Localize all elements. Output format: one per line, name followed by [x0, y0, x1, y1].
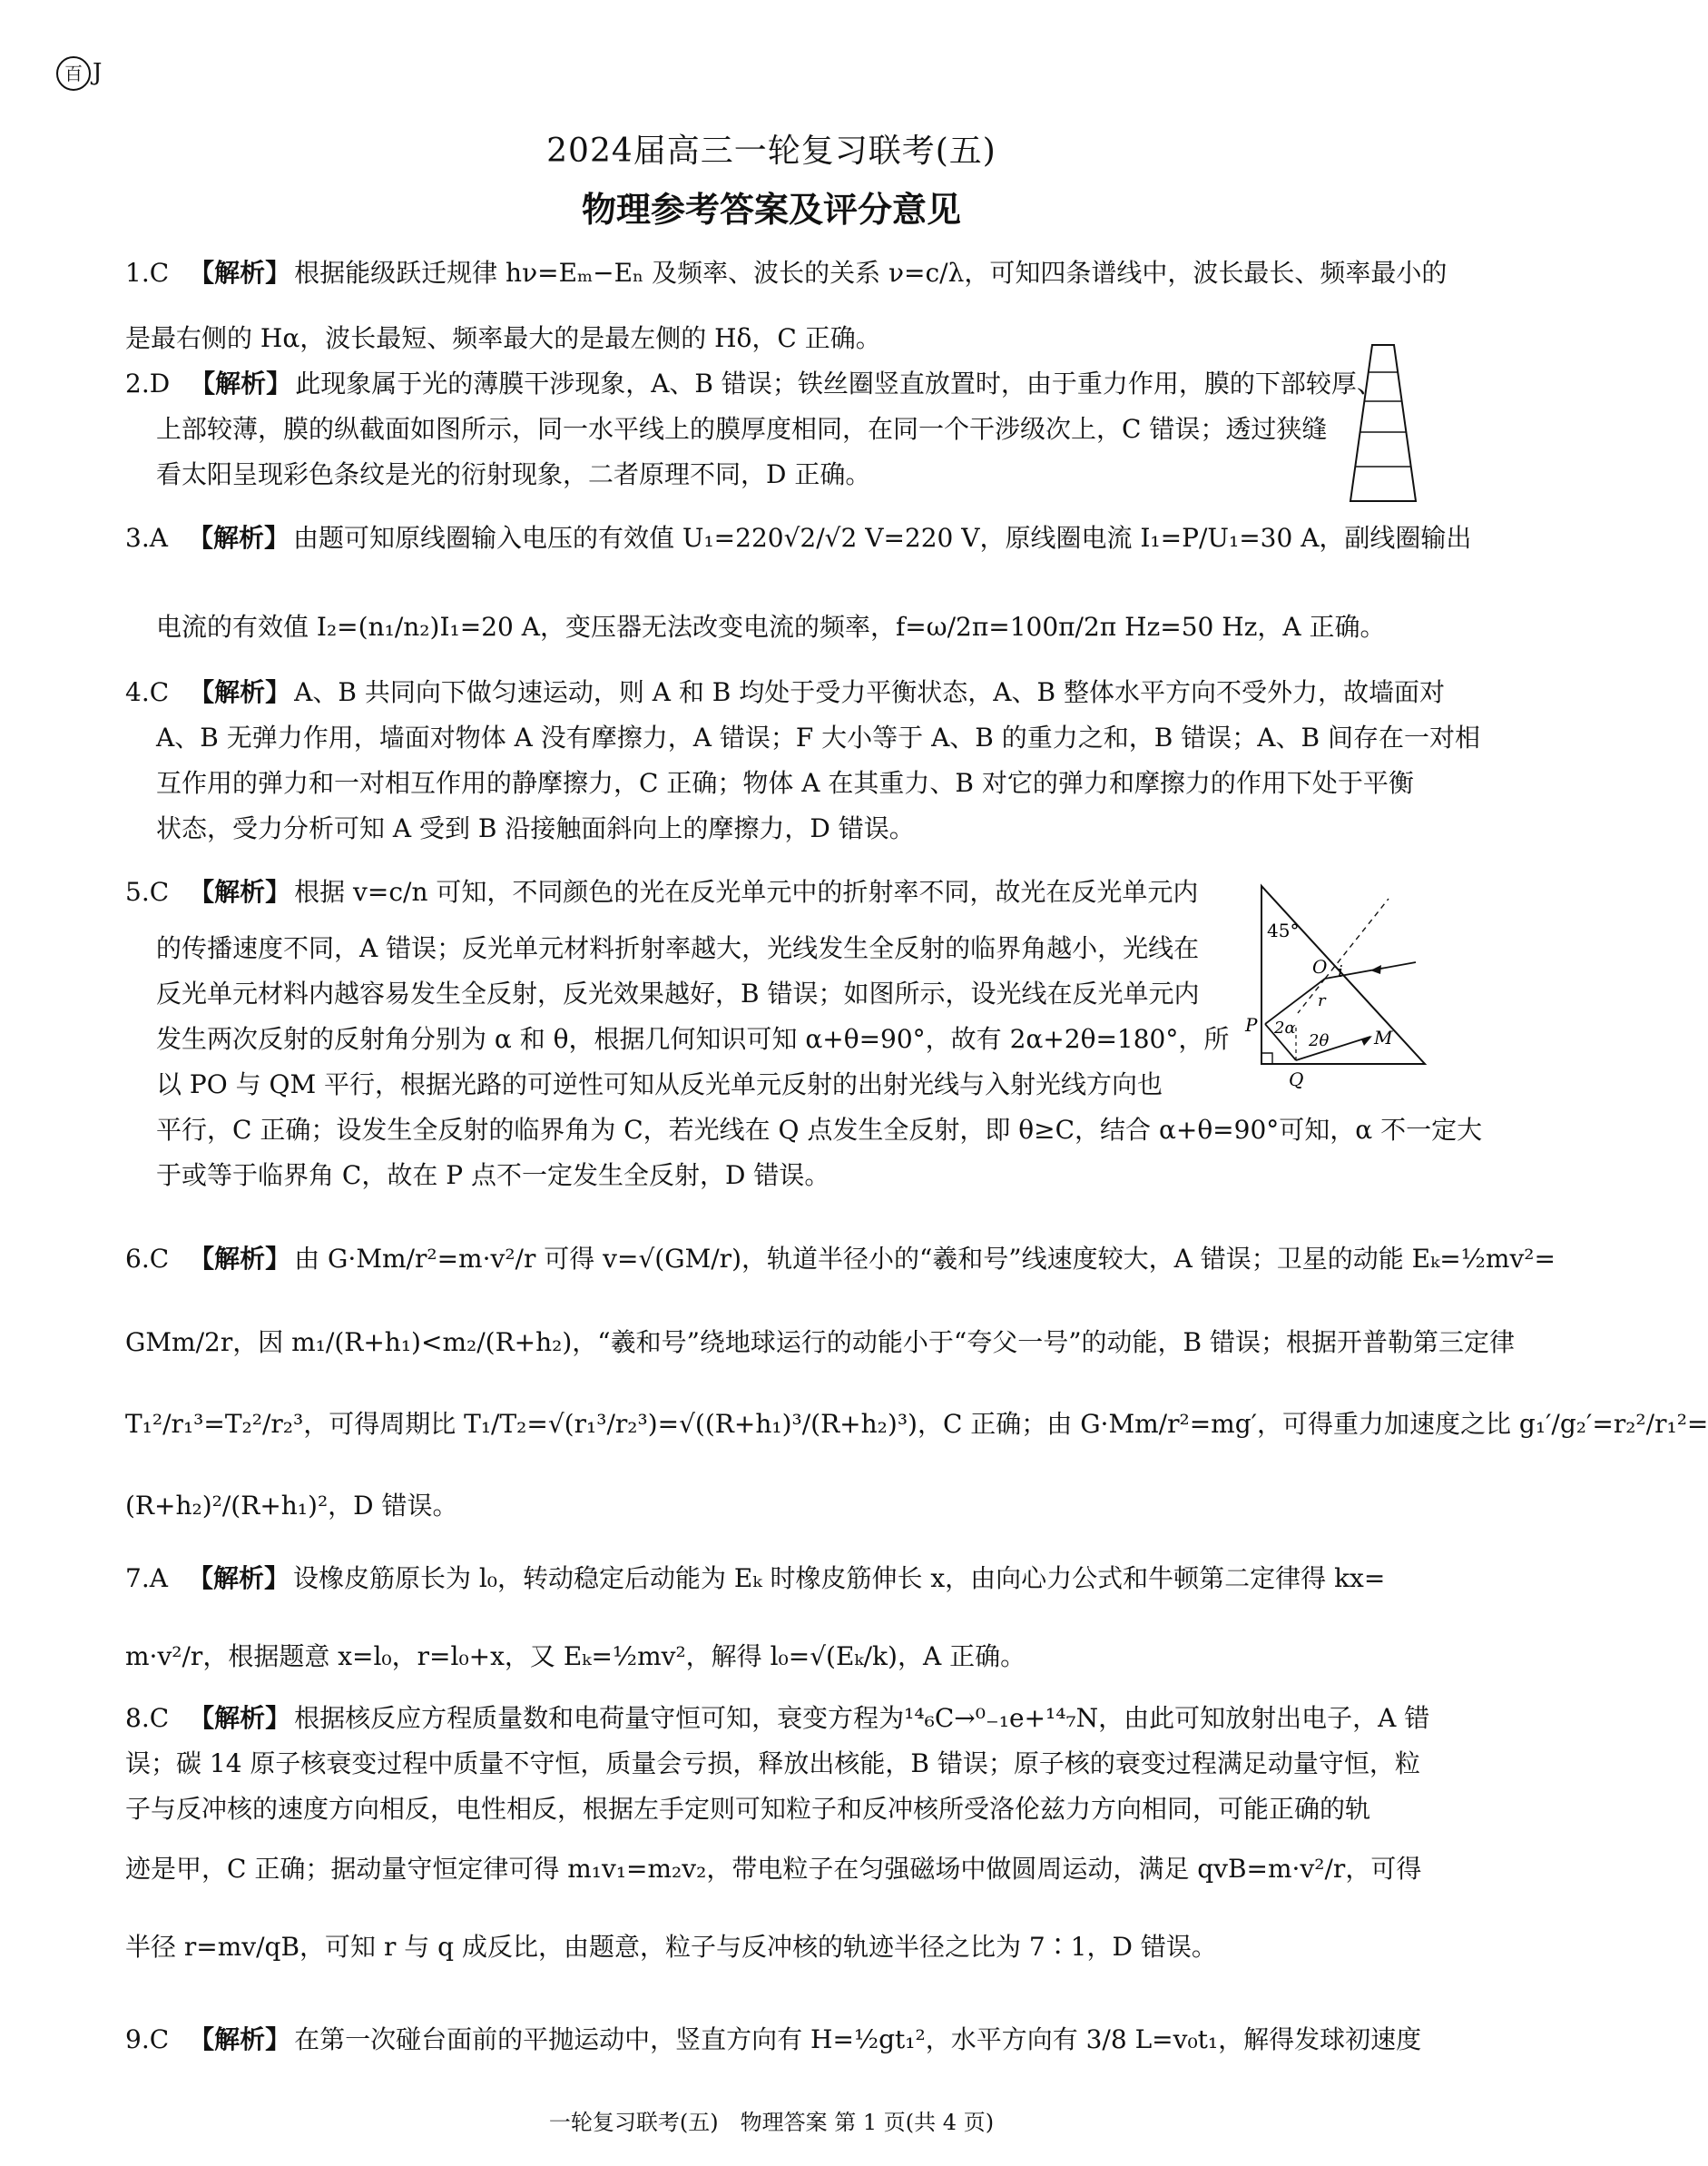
- answer-number: 1.C: [125, 258, 170, 288]
- answer-1: [125, 251, 1448, 361]
- answer-9: [125, 2017, 1432, 2063]
- prism-label: M: [1374, 1027, 1393, 1049]
- answer-line: 发生两次反射的反射角分别为 α 和 θ，根据几何知识可知 α+θ=90°，故有 2α+2θ=180°，所: [156, 1024, 1230, 1054]
- answer-number: 6.C: [125, 1244, 170, 1274]
- analysis-tag: 【解析】: [190, 369, 292, 399]
- answer-line: 根据核反应方程质量数和电荷量守恒可知，衰变方程为¹⁴₆C→⁰₋₁e+¹⁴₇N，由此可知放射出电子，A 错: [294, 1703, 1430, 1733]
- answer-line: 平行，C 正确；设发生全反射的临界角为 C，若光线在 Q 点发生全反射，即 θ≥C，结合 α+θ=90°可知，α 不一定大: [156, 1115, 1483, 1145]
- answer-number: 7.A: [125, 1563, 168, 1593]
- answer-line: GMm/2r，因 m₁/(R+h₁)<m₂/(R+h₂)，“羲和号”绕地球运行的动能小于“夸父一号”的动能，B 错误；根据开普勒第三定律: [125, 1327, 1516, 1357]
- analysis-tag: 【解析】: [189, 2024, 291, 2054]
- answer-line: 是最右侧的 Hα，波长最短、频率最大的是最左侧的 Hδ，C 正确。: [125, 323, 881, 353]
- answer-line: 设橡皮筋原长为 l₀，转动稳定后动能为 Eₖ 时橡皮筋伸长 x，由向心力公式和牛顿第二定律得 kx=: [292, 1563, 1386, 1593]
- answer-3: [125, 516, 1472, 650]
- prism-label: O: [1312, 956, 1328, 978]
- page-footer: 一轮复习联考(五) 物理答案 第 1 页(共 4 页): [548, 2110, 995, 2135]
- prism-diagram: [1225, 881, 1443, 1098]
- page-title: 2024届高三一轮复习联考(五): [546, 133, 996, 170]
- film-cross-section-figure: [1347, 341, 1419, 505]
- answer-line: A、B 共同向下做匀速运动，则 A 和 B 均处于受力平衡状态，A、B 整体水平方向不受外力，故墙面对: [294, 677, 1445, 707]
- answer-line: 反光单元材料内越容易发生全反射，反光效果越好，B 错误；如图所示，设光线在反光单元内: [156, 979, 1200, 1009]
- analysis-tag: 【解析】: [189, 677, 291, 707]
- analysis-tag: 【解析】: [187, 523, 290, 553]
- answer-line: T₁²/r₁³=T₂²/r₂³，可得周期比 T₁/T₂=√(r₁³/r₂³)=√((R+h₁)³/(R+h₂)³)，C 正确；由 G·Mm/r²=mg′，可得重力加速度之比 g₁′/g₂′=r₂²/r₁²=: [125, 1409, 1708, 1439]
- prism-label: Q: [1289, 1068, 1304, 1090]
- analysis-tag: 【解析】: [189, 1703, 291, 1733]
- analysis-tag: 【解析】: [189, 258, 291, 288]
- answer-5: [125, 870, 1483, 1198]
- answer-8: [125, 1696, 1432, 1970]
- answer-line: 根据 v=c/n 可知，不同颜色的光在反光单元中的折射率不同，故光在反光单元内: [294, 877, 1199, 907]
- answer-line: (R+h₂)²/(R+h₁)²，D 错误。: [125, 1491, 458, 1521]
- answer-line: 由 G·Mm/r²=m·v²/r 可得 v=√(GM/r)，轨道半径小的“羲和号”线速度较大，A 错误；卫星的动能 Eₖ=½mv²=: [294, 1244, 1556, 1274]
- film-diagram: [1347, 341, 1419, 505]
- analysis-tag: 【解析】: [189, 877, 291, 907]
- answer-line: 根据能级跃迁规律 hν=Eₘ−Eₙ 及频率、波长的关系 ν=c/λ，可知四条谱线中，波长最长、频率最小的: [294, 258, 1448, 288]
- prism-label: 2θ: [1309, 1031, 1330, 1050]
- prism-label: r: [1318, 991, 1326, 1010]
- answer-number: 3.A: [125, 523, 168, 553]
- analysis-tag: 【解析】: [187, 1563, 290, 1593]
- answer-line: 由题可知原线圈输入电压的有效值 U₁=220√2/√2 V=220 V，原线圈电流 I₁=P/U₁=30 A，副线圈输出: [292, 523, 1472, 553]
- prism-label: 2α: [1274, 1019, 1296, 1038]
- answer-number: 4.C: [125, 677, 170, 707]
- answer-2: [125, 361, 1382, 497]
- answer-number: 8.C: [125, 1703, 170, 1733]
- answer-line: 此现象属于光的薄膜干涉现象，A、B 错误；铁丝圈竖直放置时，由于重力作用，膜的下部较厚、: [295, 369, 1382, 399]
- answer-number: 9.C: [125, 2024, 170, 2054]
- answer-line: 误；碳 14 原子核衰变过程中质量不守恒，质量会亏损，释放出核能，B 错误；原子核的衰变过程满足动量守恒，粒: [125, 1748, 1420, 1778]
- answer-line: 上部较薄，膜的纵截面如图所示，同一水平线上的膜厚度相同，在同一个干涉级次上，C 错误；透过狭缝: [156, 414, 1328, 444]
- page-subtitle: 物理参考答案及评分意见: [581, 190, 961, 230]
- answer-number: 2.D: [125, 369, 171, 399]
- answer-line: 半径 r=mv/qB，可知 r 与 q 成反比，由题意，粒子与反冲核的轨迹半径之比为 7∶1，D 错误。: [125, 1932, 1217, 1962]
- corner-mark-letter: J: [93, 59, 103, 86]
- answer-line: 电流的有效值 I₂=(n₁/n₂)I₁=20 A，变压器无法改变电流的频率，f=ω/2π=100π/2π Hz=50 Hz，A 正确。: [156, 612, 1386, 642]
- answer-line: 状态，受力分析可知 A 受到 B 沿接触面斜向上的摩擦力，D 错误。: [156, 813, 915, 843]
- prism-label: 45°: [1267, 920, 1300, 941]
- answer-line: 看太阳呈现彩色条纹是光的衍射现象，二者原理不同，D 正确。: [156, 459, 871, 489]
- answer-line: 互作用的弹力和一对相互作用的静摩擦力，C 正确；物体 A 在其重力、B 对它的弹力和摩擦力的作用下处于平衡: [156, 768, 1414, 798]
- answer-number: 5.C: [125, 877, 170, 907]
- answer-4: [125, 670, 1480, 852]
- answer-6: [125, 1236, 1708, 1529]
- answer-line: 以 PO 与 QM 平行，根据光路的可逆性可知从反光单元反射的出射光线与入射光线方向也: [156, 1069, 1163, 1099]
- answer-7: [125, 1556, 1432, 1679]
- answer-line: 迹是甲，C 正确；据动量守恒定律可得 m₁v₁=m₂v₂，带电粒子在匀强磁场中做圆周运动，满足 qvB=m·v²/r，可得: [125, 1854, 1422, 1884]
- corner-mark-circle: 百: [56, 56, 91, 91]
- answer-line: m·v²/r，根据题意 x=l₀，r=l₀+x，又 Eₖ=½mv²，解得 l₀=√(Eₖ/k)，A 正确。: [125, 1641, 1026, 1671]
- corner-mark: [56, 56, 102, 91]
- analysis-tag: 【解析】: [189, 1244, 291, 1274]
- answer-line: 在第一次碰台面前的平抛运动中，竖直方向有 H=½gt₁²，水平方向有 3/8 L=v₀t₁，解得发球初速度: [294, 2024, 1422, 2054]
- prism-label: i: [1338, 962, 1343, 981]
- answer-line: 的传播速度不同，A 错误；反光单元材料折射率越大，光线发生全反射的临界角越小，光线在: [156, 933, 1200, 963]
- reflector-prism-figure: [1225, 881, 1443, 1098]
- answer-line: 于或等于临界角 C，故在 P 点不一定发生全反射，D 错误。: [156, 1160, 830, 1190]
- answer-line: A、B 无弹力作用，墙面对物体 A 没有摩擦力，A 错误；F 大小等于 A、B 的重力之和，B 错误；A、B 间存在一对相: [156, 723, 1480, 753]
- answer-line: 子与反冲核的速度方向相反，电性相反，根据左手定则可知粒子和反冲核所受洛伦兹力方向相同，可能正确的轨: [125, 1794, 1371, 1824]
- prism-label: P: [1245, 1014, 1258, 1036]
